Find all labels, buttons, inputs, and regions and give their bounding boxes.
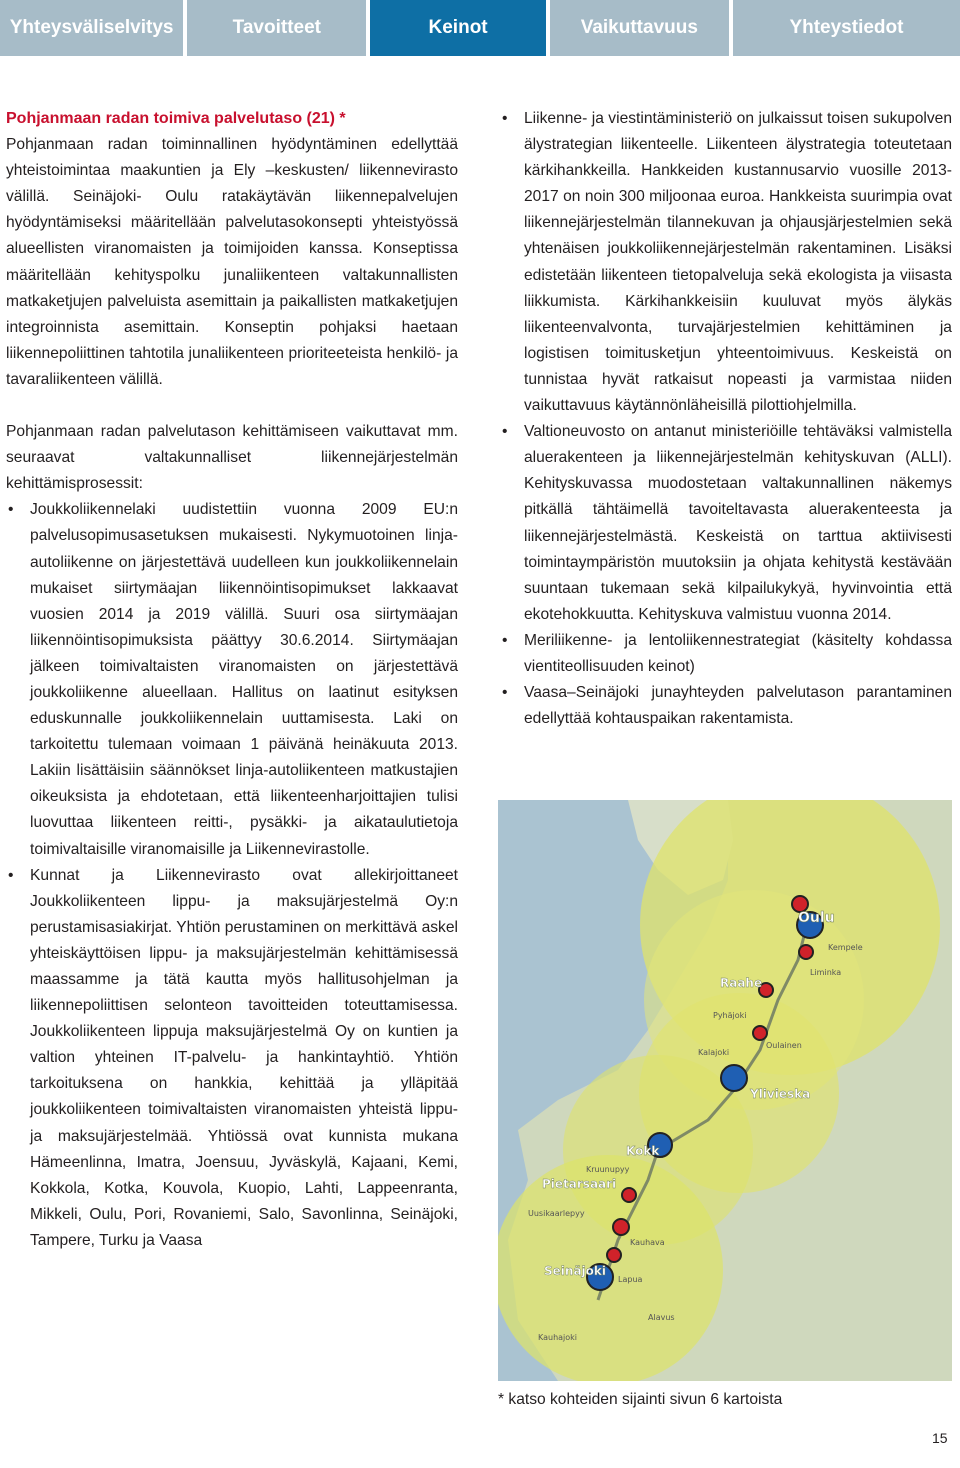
map-label-minor: Pyhäjoki xyxy=(713,1011,747,1020)
list-item: • Vaasa–Seinäjoki junayhteyden palvelutason parantaminen edellyttää kohtauspaikan rakentamista. xyxy=(500,680,952,732)
map-label-kokkola: Kokk xyxy=(626,1144,660,1158)
tab-keinot[interactable]: Keinot xyxy=(370,0,545,56)
map-label-raahe: Raahe xyxy=(720,976,763,990)
map-label-minor: Kauhajoki xyxy=(538,1333,578,1342)
right-column xyxy=(500,106,952,732)
left-bullet-list xyxy=(6,497,458,1254)
list-item: • Valtioneuvosto on antanut ministeriöille tehtäväksi valmistella aluerakenteen ja liikennejärjestelmän kehityskuvan (ALLI). Kehityskuvassa muodostetaan valtakunnallinen näkemys pitkällä tähtäimellä tavoiteltavasta aluerakenteesta ja liikennejärjestelmästä. Keskeistä on tarttua aktiivisesti toimintaympäristön muutoksiin ja ohjata kehitystä kestävään suuntaan tukemaan sekä kilpailukykyä, hyvinvointia että ekotehokkuutta. Kehityskuva valmistuu vuonna 2014. xyxy=(500,419,952,628)
station-map xyxy=(498,800,952,1381)
map-footnote: * katso kohteiden sijainti sivun 6 kartoista xyxy=(498,1391,783,1408)
map-label-pietarsaari: Pietarsaari xyxy=(542,1177,617,1191)
map-label-ylivieska: Ylivieska xyxy=(750,1087,811,1101)
map-label-seinajoki: Seinäjoki xyxy=(544,1264,606,1278)
list-item: • Kunnat ja Liikennevirasto ovat allekirjoittaneet Joukkoliikenteen lippu- ja maksujärjestelmä Oy:n perustamisasiakirjat. Yhtiön perustaminen on merkittävä askel yhteiskäyttöisen lippu- ja maksujärjestelmän kehittämisessä maassamme ja tätä kautta myös hallitusohjelman ja liikennepoliittisen selonteon tavoitteiden toteuttamisessa. Joukkoliikenteen lippuja maksujärjestelmä Oy on kuntien ja valtion yhteinen IT-palvelu- ja hankintayhtiö. Yhtiön tarkoituksena on hankkia, kehittää ja ylläpitää joukkoliikenteen toimivaltaisten viranomaisten yhteistä lippu- ja maksujärjestelmää. Yhtiössä ovat kunnista mukana Hämeenlinna, Imatra, Joensuu, Jyväskylä, Kajaani, Kemi, Kokkola, Kotka, Kouvola, Kuopio, Lahti, Lappeenranta, Mikkeli, Oulu, Pori, Rovaniemi, Salo, Savonlinna, Seinäjoki, Tampere, Turku ja Vaasa xyxy=(6,863,458,1254)
map-graphic xyxy=(498,800,952,1381)
section-heading: Pohjanmaan radan toimiva palvelutaso (21) * xyxy=(6,110,346,127)
left-column xyxy=(6,106,458,1254)
list-item: • Joukkoliikennelaki uudistettiin vuonna 2009 EU:n palvelusopimusasetuksen mukaisesti. Nykymuotoinen linja-autoliikenne on järjestettävä uudelleen kun joukkoliikennelain mukaiset siirtymäajan liikennöintisopimukset lakkaavat vuosien 2014 ja 2019 välillä. Suuri osa siirtymäajan liikennöintisopimuksista päättyy 30.6.2014. Siirtymäajan jälkeen toimivaltaisten viranomaisten on järjestettävä joukkoliikenne alueellaan. Hallitus on laatinut esityksen eduskunnalle joukkoliikennelain uuttamisesta. Laki on tarkoitettu tulemaan voimaan 1 päivänä heinäkuuta 2013. Lakiin lisättäisiin säännökset linja-autoliikenteen matkustajien oikeuksista ja ehdotetaan, että liikenteenharjoittajien tulisi luovuttaa liikenteen reitti-, pysäkki- ja aikataulutietoja toimivaltaisille viranomaisille ja Liikennevirastolle. xyxy=(6,497,458,862)
map-label-minor: Kruunupyy xyxy=(586,1165,630,1174)
map-label-minor: Kalajoki xyxy=(698,1048,730,1057)
map-label-minor: Uusikaarlepyy xyxy=(528,1209,585,1218)
tab-vaikuttavuus[interactable]: Vaikuttavuus xyxy=(550,0,729,56)
top-navigation xyxy=(0,0,960,56)
tab-tavoitteet[interactable]: Tavoitteet xyxy=(187,0,366,56)
station-marker-ylivieska xyxy=(721,1065,747,1091)
map-label-minor: Alavus xyxy=(648,1313,675,1322)
processes-paragraph: Pohjanmaan radan palvelutason kehittämiseen vaikuttavat mm. seuraavat valtakunnalliset liikennejärjestelmän kehittämisprosessit: xyxy=(6,423,458,493)
intro-paragraph: Pohjanmaan radan toiminnallinen hyödyntäminen edellyttää yhteistoimintaa maakuntien ja Ely –keskusten/ liikennevirasto välillä. Seinäjoki- Oulu ratakäytävän liikennepalvelujen hyödyntämiseksi määritellään palvelutasokonsepti yhteistyössä alueellisten viranomaisten ja toimijoiden kanssa. Konseptissa määritellään kehityspolku junaliikenteen valtakunnallisten matkaketjujen palveluista asemittain ja paikallisten matkaketjujen integroinnista asemittain. Konseptin pohjaksi haetaan liikennepoliittinen tahtotila junaliikenteen prioriteeteista henkilö- ja tavaraliikenteen välillä. xyxy=(6,136,458,388)
page-number: 15 xyxy=(932,1430,948,1446)
map-label-minor: Kempele xyxy=(828,943,863,952)
tab-yhteysvaliselvitys[interactable]: Yhteysväliselvitys xyxy=(0,0,183,56)
list-item: • Liikenne- ja viestintäministeriö on julkaissut toisen sukupolven älystrategian liikenteelle. Liikenteen älystrategia toteutetaan kärkihankkeilla. Hankkeiden kustannusarvio vuosille 2013-2017 on noin 300 miljoonaa euroa. Hankkeista suurimpia ovat liikennejärjestelmän tilannekuvan ja ohjausjärjestelmien sekä yhtenäisen joukkoliikennejärjestelmän rakentaminen. Lisäksi edistetään liikenteen tietopalveluja sekä ekologista ja viisasta liikkumista. Kärkihankkeisiin kuuluvat myös älykäs liikenteenvalvonta, turvajärjestelmien kehittäminen ja logistisen toimitusketjun yhteentoimivuus. Keskeistä on tunnistaa hyvät ratkaisut nopeasti ja varmistaa niiden vaikuttavuus käytännönläheisillä pilottiohjelmilla. xyxy=(500,106,952,419)
station-marker-small xyxy=(622,1188,636,1202)
map-label-minor: Lapua xyxy=(618,1275,643,1284)
station-marker-small xyxy=(613,1219,629,1235)
station-marker-small xyxy=(753,1026,767,1040)
map-label-oulu: Oulu xyxy=(798,910,835,926)
map-label-minor: Oulainen xyxy=(766,1041,802,1050)
station-marker-small xyxy=(799,945,813,959)
list-item: • Meriliikenne- ja lentoliikennestrategiat (käsitelty kohdassa vientiteollisuuden keinot) xyxy=(500,628,952,680)
map-label-minor: Liminka xyxy=(810,968,842,977)
station-marker-small xyxy=(607,1248,621,1262)
map-label-minor: Kauhava xyxy=(630,1238,665,1247)
right-bullet-list xyxy=(500,106,952,732)
tab-yhteystiedot[interactable]: Yhteystiedot xyxy=(733,0,960,56)
